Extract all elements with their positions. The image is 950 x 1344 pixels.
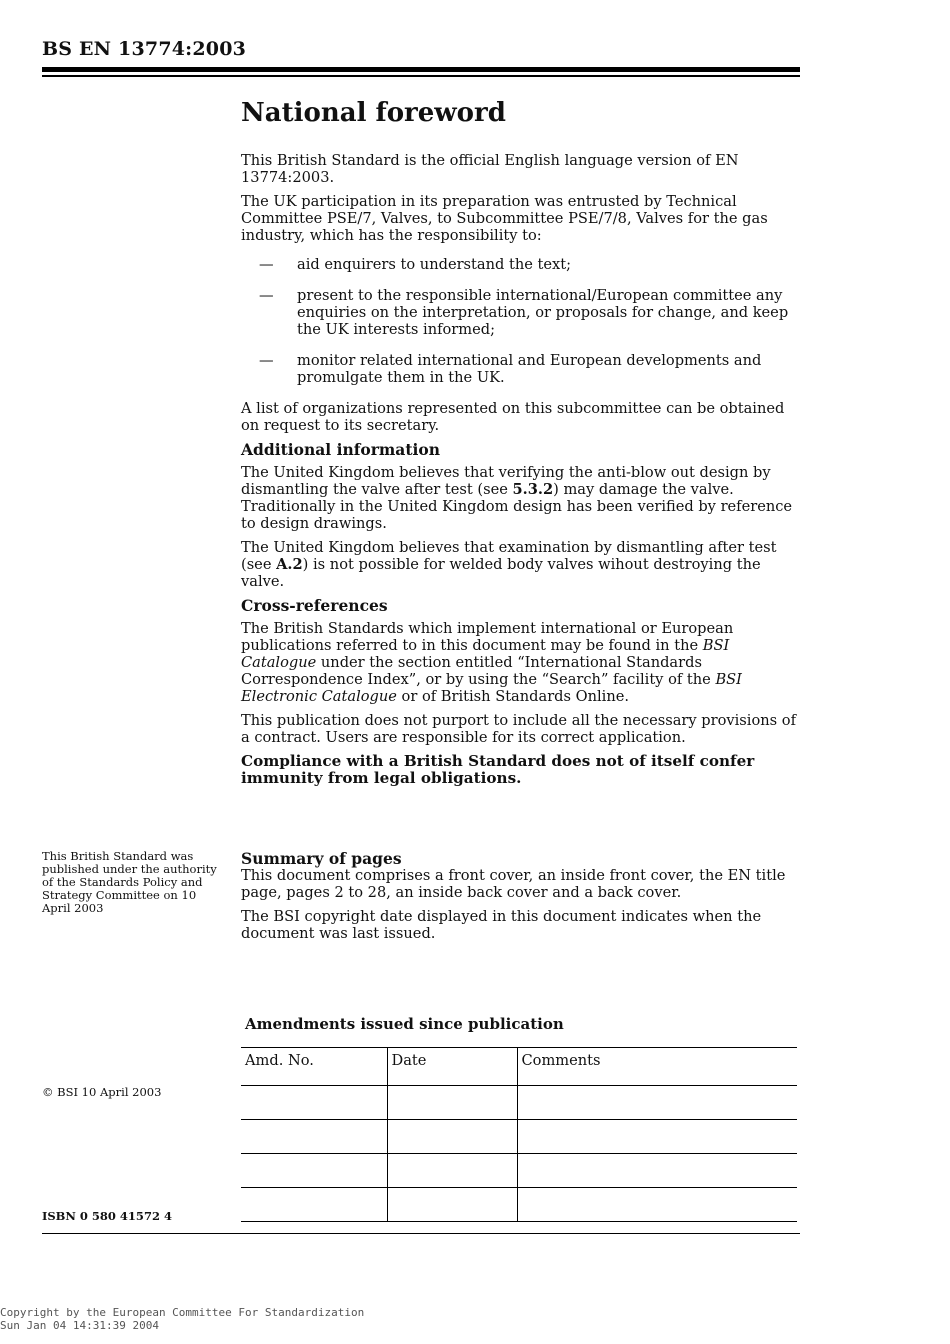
copyright-notice: © BSI 10 April 2003 xyxy=(42,1085,162,1099)
column-header-amd-no: Amd. No. xyxy=(241,1048,387,1086)
cross-references-heading: Cross-references xyxy=(241,596,388,615)
additional-info-paragraph-1: The United Kingdom believes that verifying the anti-blow out design by dismantling the valve after test (see 5.3.2) may damage the valve. Traditionally in the United Kingdom design has been verified by reference to design drawings. xyxy=(241,464,793,532)
list-dash: — xyxy=(259,256,274,273)
additional-info-paragraph-2: The United Kingdom believes that examination by dismantling after test (see A.2) is not possible for welded body valves wihout destroying the valve. xyxy=(241,539,777,590)
list-item-text: aid enquirers to understand the text; xyxy=(297,256,572,273)
bsi-electronic-catalogue-title: BSI Electronic Catalogue xyxy=(241,671,742,705)
document-id-header: BS EN 13774:2003 xyxy=(42,38,247,60)
column-header-date: Date xyxy=(387,1048,517,1086)
list-item-text: monitor related international and European developments and promulgate them in the UK. xyxy=(297,352,762,386)
list-item xyxy=(241,352,801,386)
table-row xyxy=(241,1086,797,1120)
participation-paragraph: The UK participation in its preparation was entrusted by Technical Committee PSE/7, Valves, to Subcommittee PSE/7/8, Valves for the gas industry, which has the responsibility to: xyxy=(241,193,768,244)
additional-info-heading: Additional information xyxy=(241,440,441,459)
column-header-comments: Comments xyxy=(517,1048,797,1086)
summary-section xyxy=(241,850,801,949)
provisions-paragraph: This publication does not purport to include all the necessary provisions of a contract. Users are responsible for its correct application. xyxy=(241,712,796,746)
copyright-footer xyxy=(0,1306,364,1332)
amendments-table xyxy=(241,1047,797,1222)
header-rule-thin xyxy=(42,75,800,77)
table-row xyxy=(241,1188,797,1222)
list-item xyxy=(241,287,801,338)
list-dash: — xyxy=(259,287,274,304)
clause-reference: 5.3.2 xyxy=(512,481,554,498)
table-row xyxy=(241,1120,797,1154)
list-item xyxy=(241,256,801,273)
summary-heading: Summary of pages xyxy=(241,849,402,868)
bsi-catalogue-title: BSI Catalogue xyxy=(241,637,730,671)
intro-paragraph: This British Standard is the official English language version of EN 13774:2003. xyxy=(241,152,739,186)
copyright-date-paragraph: The BSI copyright date displayed in this document indicates when the document was last issued. xyxy=(241,908,762,942)
publication-authority-note: This British Standard was published under the authority of the Standards Policy and Strategy Committee on 10 April 2003 xyxy=(42,849,217,915)
isbn: ISBN 0 580 41572 4 xyxy=(42,1209,172,1223)
foreword-body xyxy=(241,152,801,794)
summary-paragraph: This document comprises a front cover, an inside front cover, the EN title page, pages 2 to 28, an inside back cover and a back cover. xyxy=(241,867,786,901)
list-dash: — xyxy=(259,352,274,369)
annex-reference: A.2 xyxy=(276,556,303,573)
footer-timestamp: Sun Jan 04 14:31:39 2004 xyxy=(0,1319,159,1332)
header-rule-thick xyxy=(42,67,800,72)
compliance-statement: Compliance with a British Standard does not of itself confer immunity from legal obligations. xyxy=(241,752,755,787)
organizations-paragraph: A list of organizations represented on this subcommittee can be obtained on request to its secretary. xyxy=(241,400,785,434)
cross-references-paragraph: The British Standards which implement international or European publications referred to in this document may be found in the BSI Catalogue under the section entitled “International Standards Correspondence Index”, or by using the “Search” facility of the BSI Electronic Catalogue or of British Standards Online. xyxy=(241,620,742,705)
table-header-row xyxy=(241,1048,797,1086)
list-item-text: present to the responsible international/European committee any enquiries on the interpretation, or proposals for change, and keep the UK interests informed; xyxy=(297,287,789,338)
table-row xyxy=(241,1154,797,1188)
amendments-title: Amendments issued since publication xyxy=(245,1015,564,1033)
footer-copyright-line: Copyright by the European Committee For Standardization xyxy=(0,1306,365,1319)
bottom-rule xyxy=(42,1233,800,1234)
page-title: National foreword xyxy=(241,98,506,128)
